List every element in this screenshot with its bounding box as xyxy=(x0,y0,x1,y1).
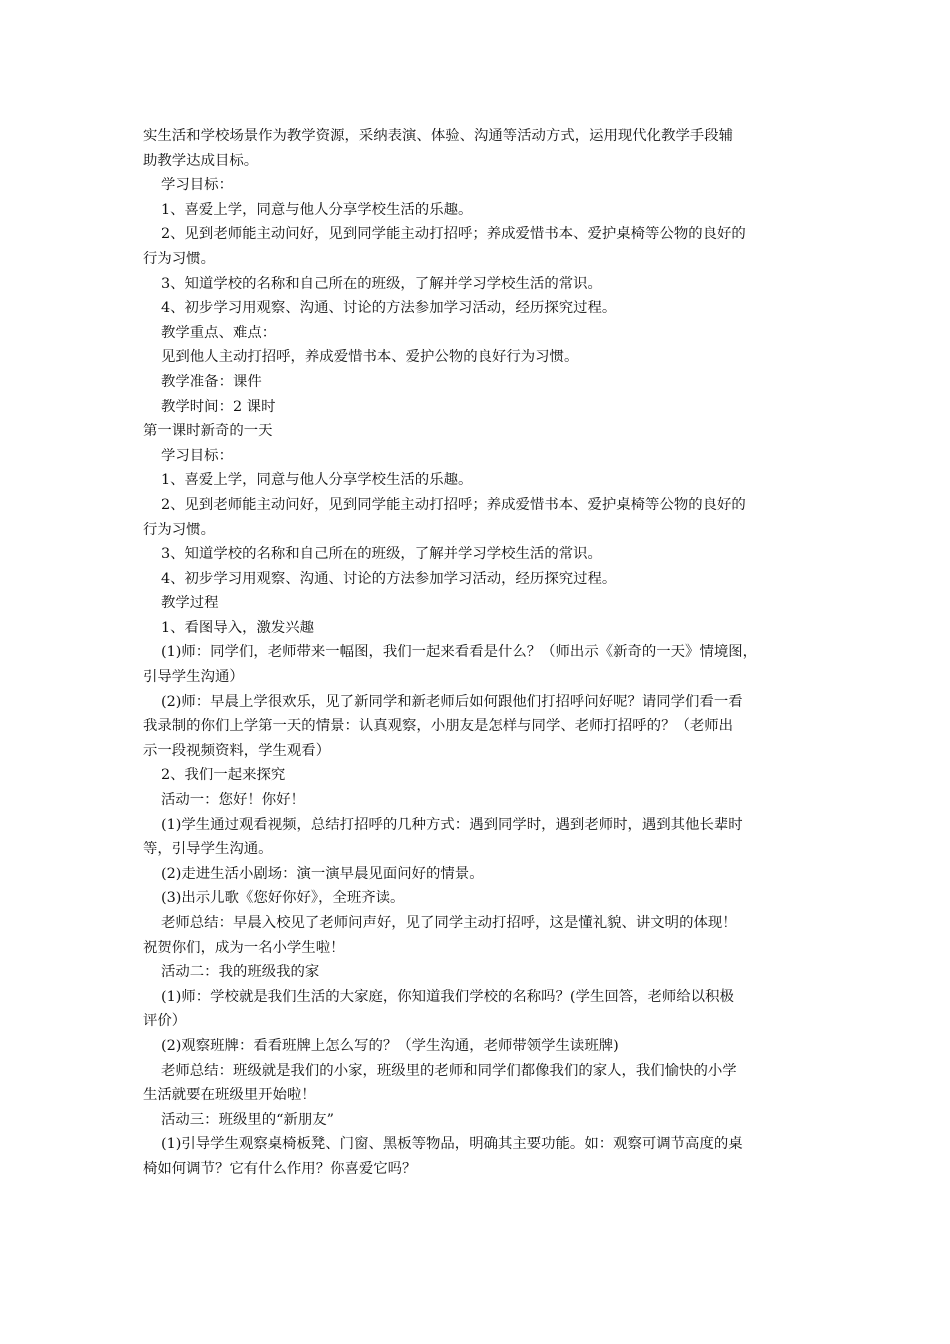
text-line: 学习目标： xyxy=(161,177,233,194)
text-line: 示一段视频资料，学生观看） xyxy=(143,742,331,759)
text-line: 见到他人主动打招呼，养成爱惜书本、爱护公物的良好行为习惯。 xyxy=(161,349,579,366)
document-page xyxy=(143,124,815,1182)
text-line: 4、初步学习用观察、沟通、讨论的方法参加学习活动，经历探究过程。 xyxy=(161,570,617,587)
text-line: 3、知道学校的名称和自己所在的班级，了解并学习学校生活的常识。 xyxy=(161,275,602,292)
text-line: 1、看图导入，激发兴趣 xyxy=(161,619,315,636)
text-line: 活动一：您好！你好！ xyxy=(161,792,305,809)
text-line: 教学时间：2 课时 xyxy=(161,398,276,415)
text-line: 2、我们一起来探究 xyxy=(161,767,286,784)
text-line: 等，引导学生沟通。 xyxy=(143,841,273,858)
text-line: (1)师：学校就是我们生活的大家庭，你知道我们学校的名称吗？(学生回答，老师给以积极 xyxy=(161,988,734,1005)
text-line: (2)观察班牌：看看班牌上怎么写的？（学生沟通，老师带领学生读班牌) xyxy=(161,1037,619,1054)
text-line: 我录制的你们上学第一天的情景：认真观察，小朋友是怎样与同学、老师打招呼的？（老师出 xyxy=(143,718,734,735)
text-line: 老师总结：班级就是我们的小家，班级里的老师和同学们都像我们的家人，我们愉快的小学 xyxy=(161,1062,737,1079)
text-line: 活动二：我的班级我的家 xyxy=(161,964,320,981)
text-line: 活动三：班级里的“新朋友” xyxy=(161,1111,335,1128)
text-line: 教学过程 xyxy=(161,595,219,612)
text-line: 1、喜爱上学，同意与他人分享学校生活的乐趣。 xyxy=(161,201,473,218)
text-line: (2)师：早晨上学很欢乐，见了新同学和新老师后如何跟他们打招呼问好呢？请同学们看一看 xyxy=(161,693,743,710)
text-line: (1)引导学生观察桌椅板凳、门窗、黑板等物品，明确其主要功能。如：观察可调节高度的桌 xyxy=(161,1136,743,1153)
text-line: 实生活和学校场景作为教学资源，采纳表演、体验、沟通等活动方式，运用现代化教学手段辅 xyxy=(143,128,734,144)
text-line: (1)师：同学们，老师带来一幅图，我们一起来看看是什么？（师出示《新奇的一天》情境图， xyxy=(161,644,758,661)
text-line: (3)出示儿歌《您好你好》，全班齐读。 xyxy=(161,890,405,907)
text-line: 椅如何调节？它有什么作用？你喜爱它吗？ xyxy=(143,1160,417,1177)
text-line: 学习目标： xyxy=(161,447,233,464)
text-line: 1、喜爱上学，同意与他人分享学校生活的乐趣。 xyxy=(161,472,473,489)
text-line: (2)走进生活小剧场：演一演早晨见面问好的情景。 xyxy=(161,865,484,882)
text-line: 祝贺你们，成为一名小学生啦！ xyxy=(143,939,345,956)
text-line: 4、初步学习用观察、沟通、讨论的方法参加学习活动，经历探究过程。 xyxy=(161,300,617,317)
text-line: 2、见到老师能主动问好，见到同学能主动打招呼；养成爱惜书本、爱护桌椅等公物的良好的 xyxy=(161,496,746,513)
text-line: 行为习惯。 xyxy=(143,250,215,267)
text-line: 2、见到老师能主动问好，见到同学能主动打招呼；养成爱惜书本、爱护桌椅等公物的良好的 xyxy=(161,226,746,243)
text-line: 3、知道学校的名称和自己所在的班级，了解并学习学校生活的常识。 xyxy=(161,546,602,563)
text-line: (1)学生通过观看视频，总结打招呼的几种方式：遇到同学时，遇到老师时，遇到其他长辈时 xyxy=(161,816,743,833)
text-line: 引导学生沟通） xyxy=(143,669,244,686)
text-line: 老师总结：早晨入校见了老师问声好，见了同学主动打招呼，这是懂礼貌、讲文明的体现！ xyxy=(161,915,737,931)
text-line: 行为习惯。 xyxy=(143,521,215,538)
text-line: 教学重点、难点： xyxy=(161,324,277,341)
text-line: 助教学达成目标。 xyxy=(143,152,259,169)
text-line: 教学准备：课件 xyxy=(161,373,262,390)
text-line: 评价） xyxy=(143,1013,187,1030)
text-line: 第一课时新奇的一天 xyxy=(143,423,273,440)
text-line: 生活就要在班级里开始啦！ xyxy=(143,1087,316,1104)
